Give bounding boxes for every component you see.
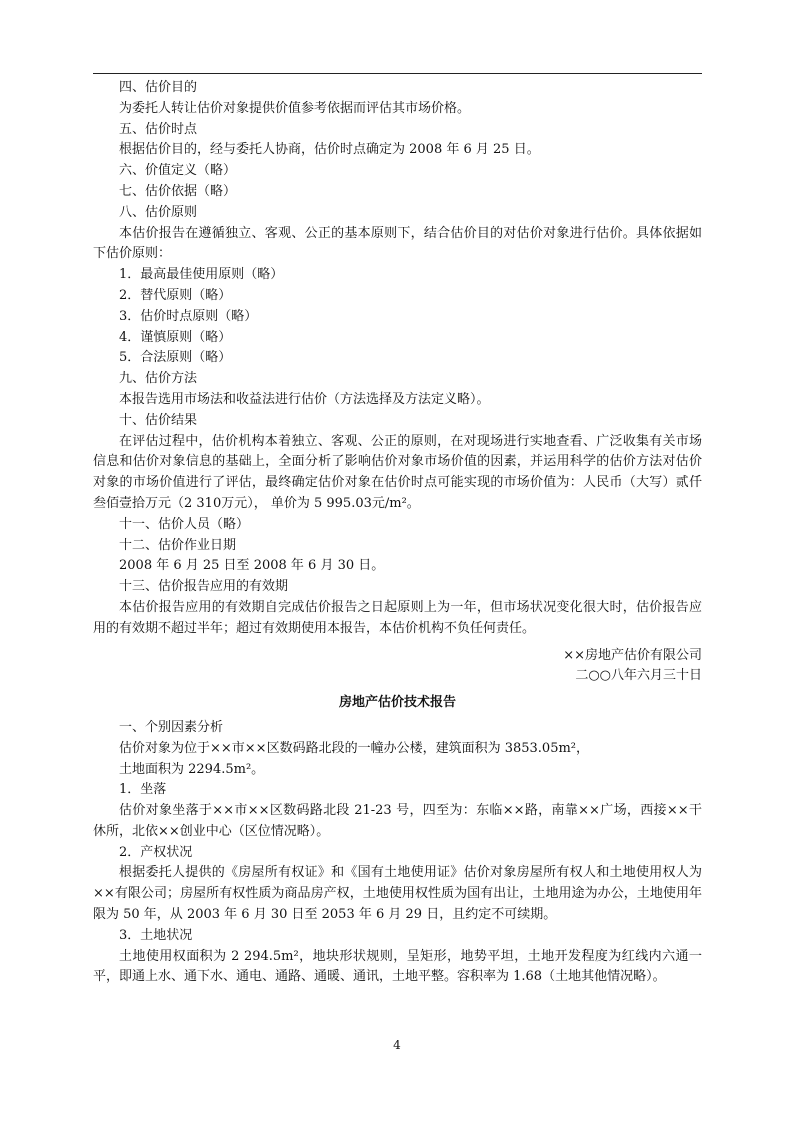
subsection-heading: 3．土地状况 bbox=[119, 927, 193, 943]
paragraph: 本估价报告在遵循独立、客观、公正的基本原则下，结合估价目的对估价对象进行估价。具体依据如下估价原则： bbox=[93, 225, 702, 262]
list-item: 5．合法原则（略） bbox=[119, 350, 232, 366]
paragraph: 为委托人转让估价对象提供价值参考依据而评估其市场价格。 bbox=[119, 100, 471, 116]
subsection-heading: 1．坐落 bbox=[119, 782, 167, 798]
paragraph: 估价对象坐落于××市××区数码路北段 21-23 号，四至为：东临××路，南靠××广场，西接××干休所，北依××创业中心（区位情况略）。 bbox=[93, 803, 702, 839]
section-heading: 一、个别因素分析 bbox=[119, 719, 224, 735]
section-heading: 十、估价结果 bbox=[119, 412, 198, 428]
section-heading: 九、估价方法 bbox=[119, 371, 198, 387]
subsection-heading: 2．产权状况 bbox=[119, 844, 193, 860]
tech-report-title: 房地产估价技术报告 bbox=[338, 695, 456, 711]
paragraph: 土地使用权面积为 2 294.5m²，地块形状规则，呈矩形，地势平坦，土地开发程度为红线内六通一平，即通上水、通下水、通电、通路、通暖、通讯，土地平整。容积率为 1.68（土地其他情况略）。 bbox=[93, 948, 702, 985]
section-heading: 五、估价时点 bbox=[119, 121, 198, 137]
document-body bbox=[93, 78, 702, 988]
section-heading: 十二、估价作业日期 bbox=[119, 537, 237, 553]
list-item: 1．最高最佳使用原则（略） bbox=[119, 267, 284, 283]
header-rule bbox=[93, 73, 702, 74]
paragraph: 根据估价目的，经与委托人协商，估价时点确定为 2008 年 6 月 25 日。 bbox=[119, 142, 540, 158]
paragraph: 估价对象为位于××市××区数码路北段的一幢办公楼，建筑面积为 3853.05m²， bbox=[119, 740, 589, 756]
paragraph: 本报告选用市场法和收益法进行估价（方法选择及方法定义略）。 bbox=[119, 391, 490, 407]
paragraph: 根据委托人提供的《房屋所有权证》和《国有土地使用证》估价对象房屋所有权人和土地使用权人为××有限公司；房屋所有权性质为商品房产权，土地使用权性质为国有出让，土地用途为办公，土地使用年限为 50 年，从 2003 年 6 月 30 日至 2053 年 6 月 29 日，且约定不可续期。 bbox=[93, 865, 702, 923]
paragraph: 土地面积为 2294.5m²。 bbox=[119, 761, 265, 777]
list-item: 3．估价时点原则（略） bbox=[119, 308, 258, 324]
section-heading: 十一、估价人员（略） bbox=[119, 516, 250, 532]
signature-company: ××房地产估价有限公司 bbox=[563, 647, 702, 663]
section-heading: 八、估价原则 bbox=[119, 204, 198, 220]
section-heading: 六、价值定义（略） bbox=[119, 163, 237, 179]
paragraph: 在评估过程中，估价机构本着独立、客观、公正的原则，在对现场进行实地查看、广泛收集有关市场信息和估价对象信息的基础上，全面分析了影响估价对象市场价值的因素，并运用科学的估价方法对估价对象的市场价值进行了评估，最终确定估价对象在估价时点可能实现的市场价值为：人民币（大写）贰仟叁佰壹拾万元（2 310万元）， 单价为 5 995.03元/m²。 bbox=[93, 433, 702, 511]
paragraph: 2008 年 6 月 25 日至 2008 年 6 月 30 日。 bbox=[119, 558, 385, 574]
list-item: 4．谨慎原则（略） bbox=[119, 329, 232, 345]
signature-date: 二○○八年六月三十日 bbox=[575, 668, 702, 684]
section-heading: 四、估价目的 bbox=[119, 80, 198, 95]
page-number: 4 bbox=[393, 1038, 401, 1052]
paragraph: 本估价报告应用的有效期自完成估价报告之日起原则上为一年，但市场状况变化很大时，估价报告应用的有效期不超过半年；超过有效期使用本报告，本估价机构不负任何责任。 bbox=[93, 599, 702, 636]
section-heading: 七、估价依据（略） bbox=[119, 183, 237, 199]
section-heading: 十三、估价报告应用的有效期 bbox=[119, 579, 289, 595]
list-item: 2．替代原则（略） bbox=[119, 287, 232, 303]
